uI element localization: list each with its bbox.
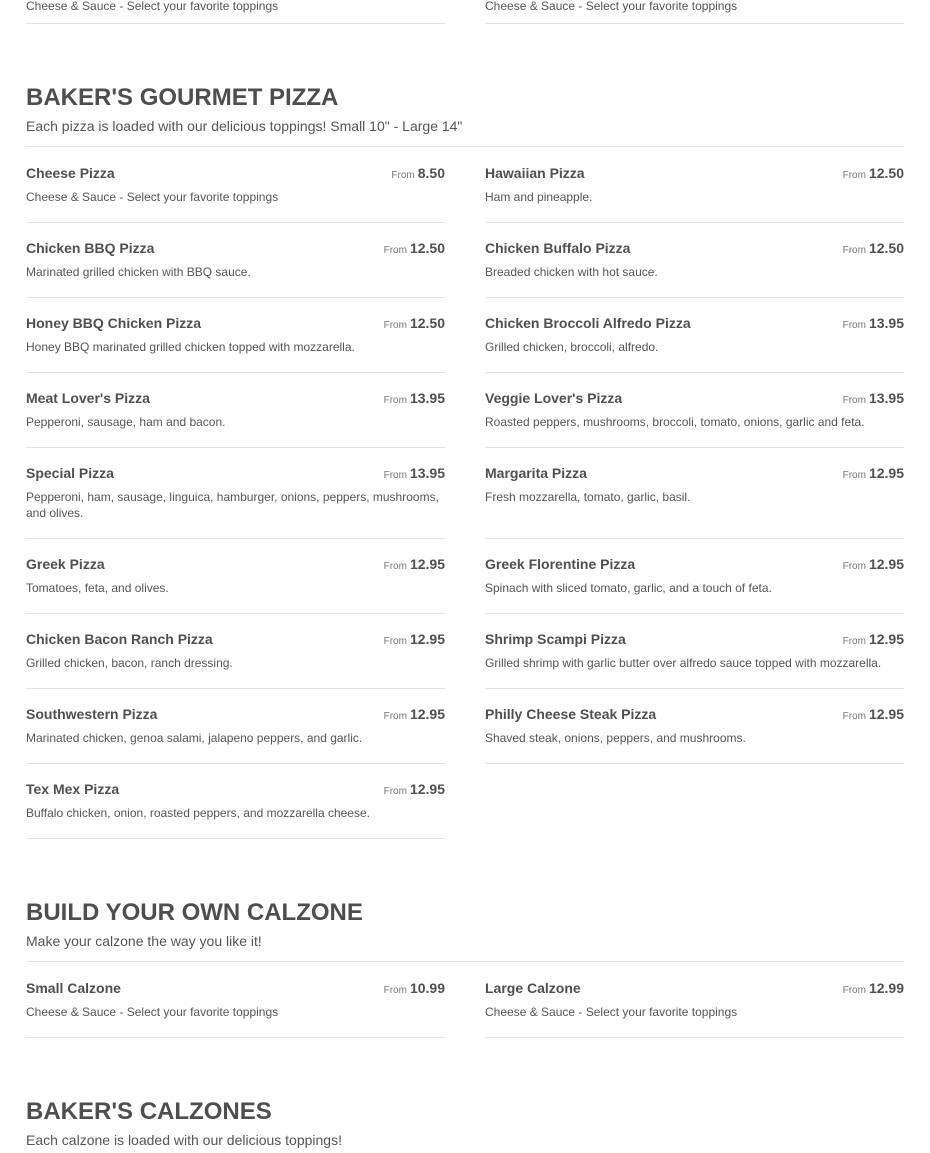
price-from-label: From	[842, 561, 866, 572]
price-amount: 13.95	[868, 315, 904, 331]
menu-item-name: Tex Mex Pizza	[26, 781, 120, 797]
section-divider	[26, 146, 904, 147]
price-amount: 12.50	[409, 240, 445, 256]
menu-item-description: Buffalo chicken, onion, roasted peppers, and mozzarella cheese.	[26, 806, 370, 820]
price-amount: 13.95	[409, 465, 445, 481]
menu-item-name: Southwestern Pizza	[26, 706, 158, 722]
menu-item-price	[843, 556, 904, 575]
menu-item-price	[384, 465, 445, 484]
price-amount: 12.95	[868, 706, 904, 722]
menu-item[interactable]	[485, 240, 904, 298]
menu-item[interactable]	[26, 781, 445, 839]
menu-item-price	[384, 980, 445, 999]
price-from-label: From	[842, 170, 866, 181]
menu-item[interactable]	[26, 390, 445, 448]
price-from-label: From	[383, 470, 407, 481]
menu-item-price	[843, 390, 904, 409]
price-amount: 12.95	[409, 781, 445, 797]
menu-item-name: Margarita Pizza	[485, 465, 587, 481]
menu-item[interactable]	[26, 631, 445, 689]
menu-item-price	[384, 315, 445, 334]
price-from-label: From	[383, 395, 407, 406]
menu-item-description: Ham and pineapple.	[485, 190, 593, 204]
price-amount: 12.95	[409, 706, 445, 722]
price-amount: 12.95	[409, 556, 445, 572]
menu-item-description: Fresh mozzarella, tomato, garlic, basil.	[485, 490, 691, 504]
menu-item[interactable]	[485, 631, 904, 689]
menu-item-description: Marinated grilled chicken with BBQ sauce.	[26, 265, 251, 279]
menu-item-description: Breaded chicken with hot sauce.	[485, 265, 658, 279]
menu-item-description: Pepperoni, sausage, ham and bacon.	[26, 415, 226, 429]
menu-item-partial[interactable]	[485, 0, 904, 24]
menu-item[interactable]	[485, 980, 904, 1038]
price-from-label: From	[383, 636, 407, 647]
menu-item-name: Chicken BBQ Pizza	[26, 240, 155, 256]
menu-item-name: Small Calzone	[26, 980, 121, 996]
menu-item[interactable]	[485, 706, 904, 764]
menu-item-description: Honey BBQ marinated grilled chicken topped with mozzarella.	[26, 340, 355, 354]
menu-item-price	[843, 315, 904, 334]
menu-item-name: Philly Cheese Steak Pizza	[485, 706, 657, 722]
menu-item-partial[interactable]	[26, 0, 445, 24]
menu-item[interactable]	[26, 706, 445, 764]
menu-item[interactable]	[485, 165, 904, 223]
menu-item-description: Cheese & Sauce - Select your favorite toppings	[26, 0, 279, 13]
menu-item-description: Cheese & Sauce - Select your favorite toppings	[485, 0, 738, 13]
section-divider	[26, 961, 904, 962]
menu-item[interactable]	[485, 556, 904, 614]
price-amount: 12.50	[409, 315, 445, 331]
price-from-label: From	[383, 245, 407, 256]
menu-item-price	[384, 631, 445, 650]
price-from-label: From	[842, 395, 866, 406]
menu-item-name: Hawaiian Pizza	[485, 165, 585, 181]
menu-item[interactable]	[26, 315, 445, 373]
price-from-label: From	[383, 561, 407, 572]
price-amount: 12.95	[868, 631, 904, 647]
menu-item-price	[843, 465, 904, 484]
menu-item-description: Cheese & Sauce - Select your favorite toppings	[485, 1005, 738, 1019]
price-from-label: From	[842, 320, 866, 331]
menu-item-name: Greek Pizza	[26, 556, 105, 572]
menu-item-description: Grilled shrimp with garlic butter over alfredo sauce topped with mozzarella.	[485, 656, 882, 670]
menu-item-name: Chicken Bacon Ranch Pizza	[26, 631, 213, 647]
menu-item-name: Honey BBQ Chicken Pizza	[26, 315, 202, 331]
section-title-gourmet-pizza: BAKER'S GOURMET PIZZA	[26, 84, 339, 111]
menu-item-name: Cheese Pizza	[26, 165, 115, 181]
menu-item-description: Grilled chicken, bacon, ranch dressing.	[26, 656, 233, 670]
menu-item-description: Tomatoes, feta, and olives.	[26, 581, 169, 595]
price-amount: 12.50	[868, 240, 904, 256]
menu-item-description: Cheese & Sauce - Select your favorite toppings	[26, 1005, 279, 1019]
price-from-label: From	[391, 170, 415, 181]
menu-item-description: Grilled chicken, broccoli, alfredo.	[485, 340, 659, 354]
price-from-label: From	[383, 320, 407, 331]
menu-item-price	[391, 165, 445, 184]
menu-item-name: Chicken Buffalo Pizza	[485, 240, 631, 256]
menu-item[interactable]	[485, 315, 904, 373]
price-from-label: From	[842, 985, 866, 996]
price-amount: 13.95	[868, 390, 904, 406]
price-amount: 13.95	[409, 390, 445, 406]
price-from-label: From	[383, 711, 407, 722]
menu-item[interactable]	[26, 980, 445, 1038]
price-amount: 10.99	[409, 980, 445, 996]
menu-item-description: Cheese & Sauce - Select your favorite toppings	[26, 190, 279, 204]
price-amount: 12.50	[868, 165, 904, 181]
price-from-label: From	[842, 711, 866, 722]
menu-item-description: Spinach with sliced tomato, garlic, and a touch of feta.	[485, 581, 772, 595]
section-subtitle-build-calzone: Make your calzone the way you like it!	[26, 933, 262, 949]
section-subtitle-gourmet-pizza: Each pizza is loaded with our delicious toppings! Small 10" - Large 14"	[26, 118, 463, 134]
menu-item-price	[843, 706, 904, 725]
price-amount: 12.95	[409, 631, 445, 647]
section-title-build-calzone: BUILD YOUR OWN CALZONE	[26, 899, 363, 926]
menu-item-description: Shaved steak, onions, peppers, and mushrooms.	[485, 731, 746, 745]
price-from-label: From	[842, 470, 866, 481]
section-subtitle-calzones: Each calzone is loaded with our delicious toppings!	[26, 1132, 342, 1148]
menu-item[interactable]	[485, 465, 904, 539]
menu-item[interactable]	[26, 556, 445, 614]
menu-item-name: Meat Lover's Pizza	[26, 390, 150, 406]
price-amount: 8.50	[417, 165, 445, 181]
menu-item[interactable]	[26, 165, 445, 223]
menu-item[interactable]	[485, 390, 904, 448]
price-from-label: From	[842, 245, 866, 256]
price-from-label: From	[842, 636, 866, 647]
menu-item-description: Roasted peppers, mushrooms, broccoli, tomato, onions, garlic and feta.	[485, 415, 865, 429]
price-amount: 12.99	[868, 980, 904, 996]
menu-item[interactable]	[26, 465, 445, 539]
price-amount: 12.95	[868, 556, 904, 572]
menu-item-price	[843, 240, 904, 259]
menu-item-description: Marinated chicken, genoa salami, jalapeno peppers, and garlic.	[26, 731, 363, 745]
menu-item-name: Shrimp Scampi Pizza	[485, 631, 626, 647]
menu-item-price	[843, 980, 904, 999]
menu-item-price	[384, 556, 445, 575]
menu-item-name: Veggie Lover's Pizza	[485, 390, 623, 406]
menu-item-price	[384, 706, 445, 725]
section-title-calzones: BAKER'S CALZONES	[26, 1098, 272, 1125]
menu-item-price	[384, 390, 445, 409]
menu-item-description: Pepperoni, ham, sausage, linguica, hamburger, onions, peppers, mushrooms, and olives.	[26, 490, 439, 520]
price-amount: 12.95	[868, 465, 904, 481]
menu-item-price	[843, 165, 904, 184]
menu-item-price	[843, 631, 904, 650]
menu-item[interactable]	[26, 240, 445, 298]
menu-item-price	[384, 240, 445, 259]
menu-item-price	[384, 781, 445, 800]
menu-item-name: Large Calzone	[485, 980, 581, 996]
price-from-label: From	[383, 786, 407, 797]
menu-item-name: Chicken Broccoli Alfredo Pizza	[485, 315, 691, 331]
price-from-label: From	[383, 985, 407, 996]
menu-item-name: Special Pizza	[26, 465, 114, 481]
menu-item-name: Greek Florentine Pizza	[485, 556, 636, 572]
